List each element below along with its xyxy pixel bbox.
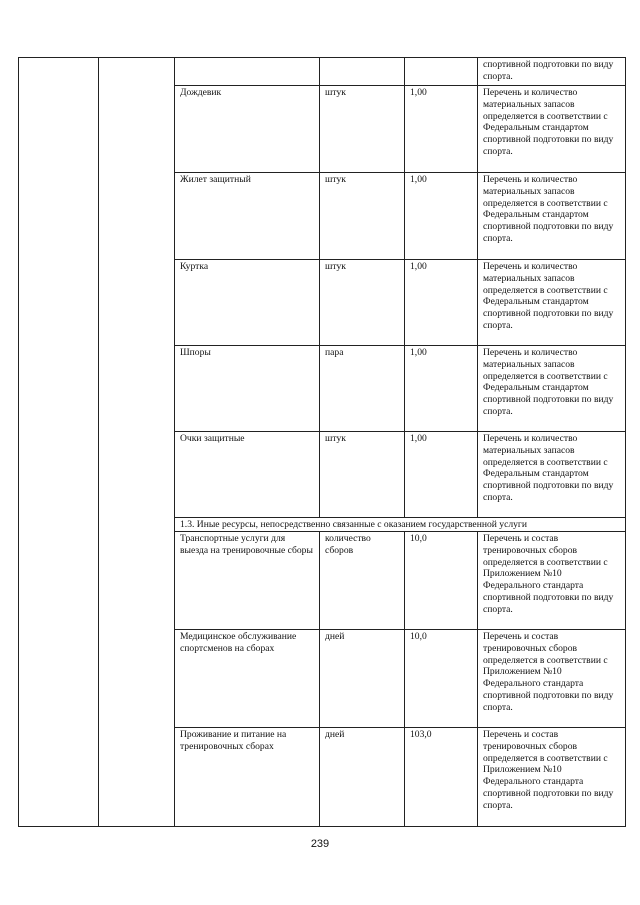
item-name: Жилет защитный: [175, 173, 320, 260]
item-quantity: 1,00: [405, 86, 478, 173]
merged-cell-1: [19, 58, 99, 827]
item-unit: штук: [320, 173, 405, 260]
merged-cell-2: [99, 58, 175, 827]
section-heading: 1.3. Иные ресурсы, непосредственно связанные с оказанием государственной услуги: [175, 518, 626, 532]
item-quantity: 10,0: [405, 630, 478, 728]
item-note: Перечень и количество материальных запасов определяется в соответствии с Федеральным стандартом спортивной подготовки по виду спорта.: [478, 346, 626, 432]
item-name: Дождевик: [175, 86, 320, 173]
item-quantity: 1,00: [405, 260, 478, 346]
item-quantity: 10,0: [405, 532, 478, 630]
item-unit: дней: [320, 630, 405, 728]
item-quantity: 103,0: [405, 728, 478, 827]
item-note: Перечень и состав тренировочных сборов определяется в соответствии с Приложением №10 Федерального стандарта спортивной подготовки по виду спорта.: [478, 728, 626, 827]
item-name: [175, 58, 320, 86]
page-number: 239: [310, 838, 330, 850]
item-note: Перечень и количество материальных запасов определяется в соответствии с Федеральным стандартом спортивной подготовки по виду спорта.: [478, 432, 626, 518]
item-note: спортивной подготовки по виду спорта.: [478, 58, 626, 86]
item-name: Медицинское обслуживание спортсменов на сборах: [175, 630, 320, 728]
table-row: [19, 58, 626, 86]
item-unit: штук: [320, 86, 405, 173]
item-note: Перечень и количество материальных запасов определяется в соответствии с Федеральным стандартом спортивной подготовки по виду спорта.: [478, 260, 626, 346]
item-note: Перечень и количество материальных запасов определяется в соответствии с Федеральным стандартом спортивной подготовки по виду спорта.: [478, 173, 626, 260]
item-unit: дней: [320, 728, 405, 827]
item-unit: штук: [320, 432, 405, 518]
item-unit: количество сборов: [320, 532, 405, 630]
item-name: Куртка: [175, 260, 320, 346]
item-name: Проживание и питание на тренировочных сборах: [175, 728, 320, 827]
item-note: Перечень и состав тренировочных сборов определяется в соответствии с Приложением №10 Федерального стандарта спортивной подготовки по виду спорта.: [478, 532, 626, 630]
item-note: Перечень и количество материальных запасов определяется в соответствии с Федеральным стандартом спортивной подготовки по виду спорта.: [478, 86, 626, 173]
item-quantity: 1,00: [405, 173, 478, 260]
item-name: Транспортные услуги для выезда на тренировочные сборы: [175, 532, 320, 630]
item-quantity: [405, 58, 478, 86]
item-name: Шпоры: [175, 346, 320, 432]
item-unit: [320, 58, 405, 86]
item-name: Очки защитные: [175, 432, 320, 518]
resources-table: [18, 57, 626, 827]
item-note: Перечень и состав тренировочных сборов определяется в соответствии с Приложением №10 Федерального стандарта спортивной подготовки по виду спорта.: [478, 630, 626, 728]
item-unit: пара: [320, 346, 405, 432]
item-quantity: 1,00: [405, 432, 478, 518]
item-unit: штук: [320, 260, 405, 346]
item-quantity: 1,00: [405, 346, 478, 432]
